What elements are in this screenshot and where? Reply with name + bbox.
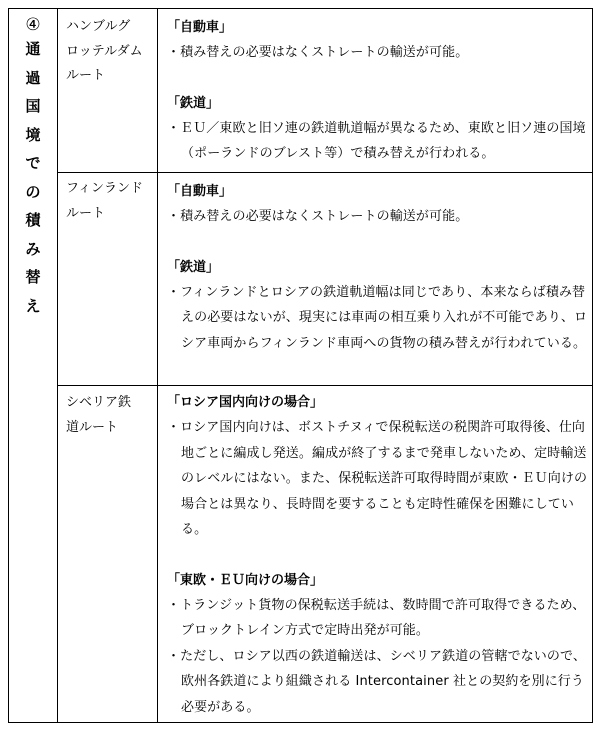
title-char: 国 — [25, 97, 41, 115]
row-divider-2 — [57, 385, 592, 386]
row-divider-1 — [57, 172, 592, 173]
section-truck — [167, 179, 592, 230]
bullet-text: ・ＥＵ／東欧と旧ソ連の鉄道軌道幅が異なるため、東欧と旧ソ連の国境（ポーランドのブレスト等）で積み替えが行われる。 — [167, 120, 586, 161]
section-rail — [167, 91, 592, 167]
title-char: み — [25, 239, 41, 258]
route-name-line: フィンランド — [66, 181, 143, 196]
title-char: え — [25, 296, 41, 315]
section-heading: 「自動車」 — [167, 184, 233, 199]
bullet-text: ・トランジット貨物の保税転送手続は、数時間で許可取得できるため、ブロックトレイン方式で定時出発が可能。 — [167, 597, 586, 638]
section-heading: 「ロシア国内向けの場合」 — [167, 395, 324, 410]
title-char: 積 — [25, 211, 41, 229]
item-marker: ④ — [25, 15, 41, 35]
title-char: 過 — [25, 68, 41, 87]
route-name-line: シベリア鉄 — [66, 395, 132, 410]
route-description-hamburg-rotterdam — [167, 15, 592, 167]
section-truck — [167, 15, 592, 66]
section-rail — [167, 255, 592, 357]
bullet-text: ・ロシア国内向けは、ボストチヌィで保税転送の税関許可取得後、仕向地ごとに編成し発送。編成が終了するまで発車しないため、定時輸送のレベルにはない。また、保税転送許可取得時間が東欧・ＥＵ向けの場合とは異なり、長時間を要することも定時性確保を困難にしている。 — [167, 420, 588, 537]
route-table — [8, 8, 593, 723]
bullet-text: ・積み替えの必要はなくストレートの輸送が可能。 — [167, 209, 469, 224]
route-name-line: ハンブルグ — [66, 19, 131, 34]
route-name-finland — [66, 177, 156, 226]
column-divider-1 — [57, 9, 58, 722]
title-char: 境 — [25, 125, 41, 144]
bullet-text: ・ただし、ロシア以西の鉄道輸送は、シベリア鉄道の管轄でないので、欧州各鉄道により組織される Intercontainer 社との契約を別に行う必要がある。 — [167, 648, 586, 715]
column-divider-2 — [157, 9, 158, 722]
title-char: 通 — [25, 40, 41, 58]
bullet-text: ・積み替えの必要はなくストレートの輸送が可能。 — [167, 45, 469, 60]
route-name-hamburg-rotterdam — [66, 15, 156, 89]
section-heading: 「鉄道」 — [167, 259, 220, 275]
title-char: で — [25, 154, 41, 172]
route-name-line: 道ルート — [66, 419, 119, 435]
route-name-line: ロッテルダム — [66, 43, 143, 59]
section-heading: 「鉄道」 — [167, 95, 220, 111]
route-description-siberian-railway — [167, 390, 592, 720]
section-heading: 「東欧・ＥＵ向けの場合」 — [167, 572, 324, 588]
route-name-line: ルート — [66, 205, 106, 221]
route-description-finland — [167, 179, 592, 356]
title-char: 替 — [25, 268, 41, 286]
bullet-text: ・フィンランドとロシアの鉄道軌道幅は同じであり、本来ならば積み替えの必要はないが、現実には車両の相互乗り入れが不可能であり、ロシア車両からフィンランド車両への貨物の積み替えが行われている。 — [167, 284, 588, 351]
section-russia-domestic — [167, 390, 592, 543]
route-name-siberian-railway — [66, 391, 156, 440]
section-eastern-europe-eu — [167, 568, 592, 721]
section-heading: 「自動車」 — [167, 20, 233, 35]
title-char: の — [25, 182, 41, 201]
route-name-line: ルート — [66, 68, 106, 83]
item-label-column — [9, 9, 57, 320]
